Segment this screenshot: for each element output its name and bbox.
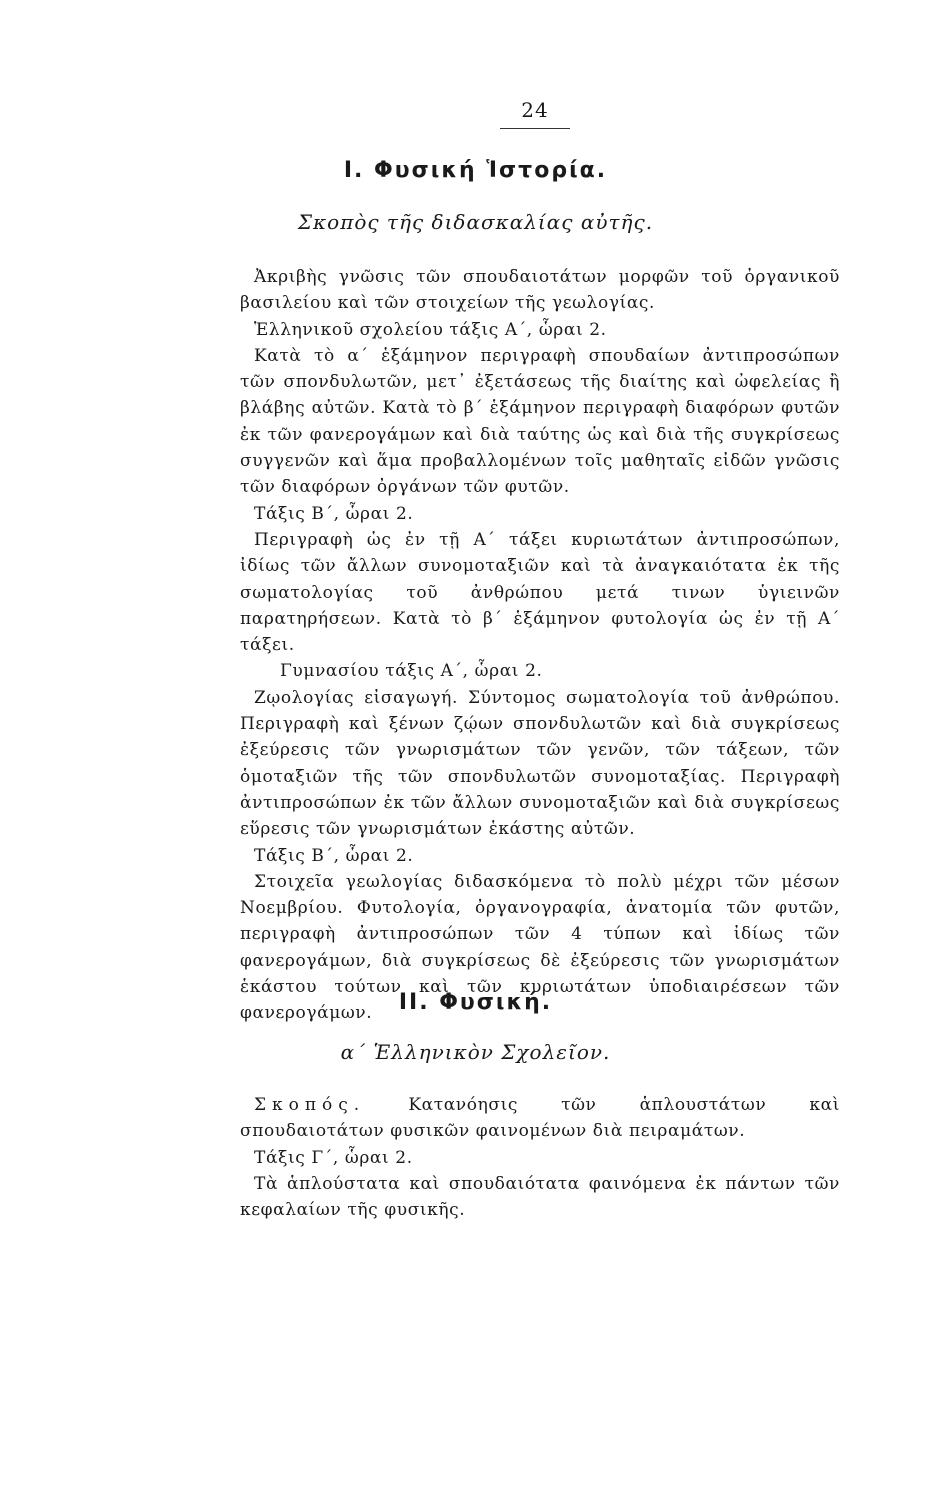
paragraph-class-heading: Γυμνασίου τάξις Α΄, ὧραι 2.: [280, 661, 543, 682]
page-number-rule: [500, 128, 570, 129]
page-number: 24: [521, 98, 549, 122]
section-1-heading: I. Φυσική Ἱστορία.: [343, 158, 608, 183]
paragraph-class-heading: Ἑλληνικοῦ σχολείου τάξις Α΄, ὧραι 2.: [254, 319, 607, 340]
paragraph-body: Στοιχεῖα γεωλογίας διδασκόμενα τὸ πολὺ μέχρι τῶν μέσων Νοεμβρίου. Φυτολογία, ὀργανογραφία, ἀνατομία τῶν φυτῶν, περιγραφὴ ἀντιπροσώπων τῶν 4 τύπων καὶ ἰδίως τῶν φανερογάμων, διὰ συγκρίσεως δὲ ἐξεύρεσις τῶν γνωρισμάτων ἑκάστου τούτων καὶ τῶν κυριωτάτων ὑποδιαιρέσεων τῶν φανερογάμων.: [240, 871, 840, 1024]
paragraph-body: Ζῳολογίας εἰσαγωγή. Σύντομος σωματολογία τοῦ ἀνθρώπου. Περιγραφὴ καὶ ξένων ζῴων σπονδυλωτῶν καὶ διὰ συγκρίσεως ἐξεύρεσις τῶν γνωρισμάτων τῶν γενῶν, τῶν τάξεων, τῶν ὁμοταξιῶν τῆς τῶν σπονδυλωτῶν συνομοταξίας. Περιγραφὴ ἀντιπροσώπων ἐκ τῶν ἄλλων συνομοταξιῶν καὶ διὰ συγκρίσεως εὕρεσις τῶν γνωρισμάτων ἑκάστης αὐτῶν.: [240, 687, 840, 840]
section-2-subheading: α΄ Ἑλληνικὸν Σχολεῖον.: [340, 1040, 611, 1064]
section-1-subheading: Σκοπὸς τῆς διδασκαλίας αὐτῆς.: [297, 210, 654, 234]
paragraph-class-heading: Τάξις Β΄, ὧραι 2.: [254, 845, 414, 866]
aim-text: Κατανόησις τῶν ἁπλουστάτων καὶ σπουδαιοτάτων φυσικῶν φαινομένων διὰ πειραμάτων.: [240, 1095, 840, 1142]
section-2-body: [240, 1092, 840, 1223]
aim-label: Σκοπός.: [254, 1095, 366, 1115]
paragraph-body: Κατὰ τὸ α΄ ἑξάμηνον περιγραφὴ σπουδαίων ἀντιπροσώπων τῶν σπονδυλωτῶν, μετ᾽ ἐξετάσεως τῆς διαίτης καὶ ὠφελείας ἢ βλάβης αὐτῶν. Κατὰ τὸ β΄ ἑξάμηνον περιγραφὴ διαφόρων φυτῶν ἐκ τῶν φανερογάμων καὶ διὰ ταύτης ὡς καὶ διὰ τῆς συγκρίσεως συγγενῶν καὶ ἅμα προβαλλομένων τοῖς μαθηταῖς εἰδῶν γνῶσις τῶν διαφόρων ὀργάνων τῶν φυτῶν.: [240, 345, 840, 498]
paragraph-aim: Ἀκριβὴς γνῶσις τῶν σπουδαιοτάτων μορφῶν τοῦ ὀργανικοῦ βασιλείου καὶ τῶν στοιχείων τῆς γεωλογίας.: [240, 267, 840, 314]
section-2-heading: II. Φυσική.: [398, 990, 553, 1015]
paragraph-class-heading: Τάξις Β΄, ὧραι 2.: [254, 503, 414, 524]
section-1-body: [240, 264, 840, 1027]
paragraph-class-heading: Τάξις Γ΄, ὧραι 2.: [254, 1147, 413, 1168]
paragraph-aim: [240, 1092, 840, 1145]
paragraph-body: Τὰ ἁπλούστατα καὶ σπουδαιότατα φαινόμενα ἐκ πάντων τῶν κεφαλαίων τῆς φυσικῆς.: [240, 1173, 840, 1221]
paragraph-body: Περιγραφὴ ὡς ἐν τῇ Α΄ τάξει κυριωτάτων ἀντιπροσώπων, ἰδίως τῶν ἄλλων συνομοταξιῶν καὶ τὰ ἀναγκαιότατα ἐκ τῆς σωματολογίας τοῦ ἀνθρώπου μετά τινων ὑγιεινῶν παρατηρήσεων. Κατὰ τὸ β΄ ἑξάμηνον φυτολογία ὡς ἐν τῇ Α΄ τάξει.: [240, 529, 840, 656]
